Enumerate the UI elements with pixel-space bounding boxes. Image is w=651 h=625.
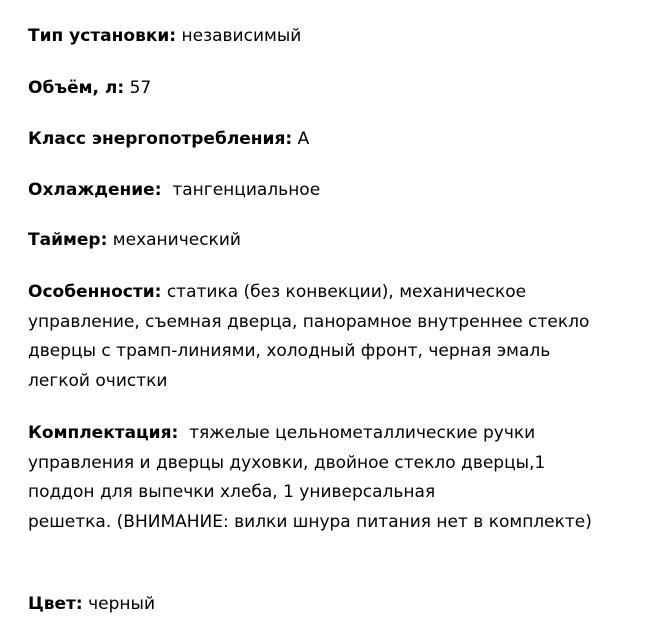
spec-kit-line-2: управления и дверцы духовки, двойное стекло дверцы,1	[28, 452, 546, 473]
spec-installation-type	[28, 22, 301, 52]
spec-label: Таймер:	[28, 230, 108, 250]
spec-value: А	[297, 129, 310, 149]
spec-timer	[28, 226, 241, 256]
spec-cooling	[28, 176, 320, 206]
spec-label: Тип установки:	[28, 26, 177, 46]
spec-value: тяжелые цельнометаллические ручки	[189, 423, 536, 443]
spec-value: 57	[129, 78, 152, 98]
spec-value: механический	[112, 230, 241, 250]
spec-label: Особенности:	[28, 282, 162, 302]
spec-features	[28, 278, 589, 396]
spec-kit-line-4: решетка. (ВНИМАНИЕ: вилки шнура питания нет в комплекте)	[28, 511, 592, 532]
spec-color	[28, 590, 155, 620]
spec-kit-line-1	[28, 419, 592, 449]
spec-features-line-2: управление, съемная дверца, панорамное внутреннее стекло	[28, 311, 590, 332]
spec-value: черный	[88, 594, 156, 614]
spec-label: Цвет:	[28, 594, 83, 614]
spec-features-line-4: легкой очистки	[28, 370, 168, 391]
spec-kit-line-3: поддон для выпечки хлеба, 1 универсальная	[28, 482, 436, 502]
spec-package-contents	[28, 419, 592, 537]
spec-value: независимый	[181, 26, 302, 46]
spec-value: тангенциальное	[172, 180, 321, 200]
spec-label: Комплектация:	[28, 423, 179, 443]
spec-features-line-1	[28, 278, 589, 308]
spec-value: статика (без конвекции), механическое	[166, 282, 527, 302]
spec-label: Класс энергопотребления:	[28, 129, 293, 149]
spec-volume	[28, 74, 151, 104]
spec-label: Объём, л:	[28, 78, 125, 98]
spec-features-line-3: дверцы с трамп-линиями, холодный фронт, черная эмаль	[28, 341, 551, 361]
spec-label: Охлаждение:	[28, 180, 162, 200]
spec-energy-class	[28, 125, 309, 155]
